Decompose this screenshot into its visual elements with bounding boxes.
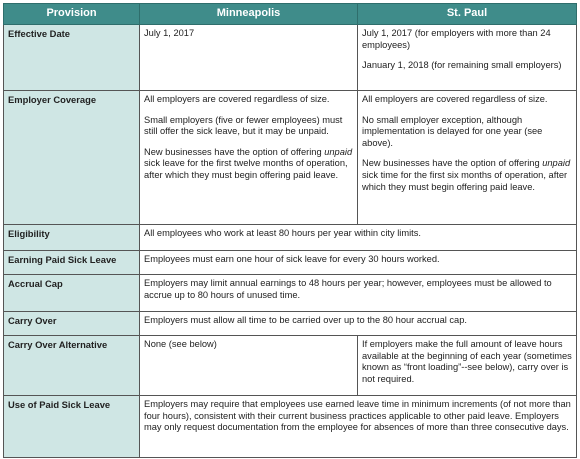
header-row (4, 4, 577, 25)
label-carry-over-alternative: Carry Over Alternative (4, 336, 140, 396)
stp-carry-over-alternative: If employers make the full amount of leave hours available at the beginning of each year (sometimes known as “front loading”--see below), carry over is not required. (358, 336, 577, 396)
mpls-coverage-text-3-pre: New businesses have the option of offering (144, 146, 325, 157)
row-carry-over (4, 312, 577, 336)
label-employer-coverage: Employer Coverage (4, 91, 140, 225)
stp-effective-date-text-2: January 1, 2018 (for remaining small employers) (362, 60, 562, 71)
stp-coverage-text-3-pre: New businesses have the option of offering (362, 158, 543, 169)
stp-coverage-text-3-em: unpaid (542, 158, 571, 169)
earning-text: Employees must earn one hour of sick leave for every 30 hours worked. (140, 251, 577, 275)
stp-coverage-text-1: All employers are covered regardless of size. (362, 94, 548, 104)
eligibility-text: All employees who work at least 80 hours per year within city limits. (140, 225, 577, 251)
use-of-leave-text: Employers may require that employees use earned leave time in minimum increments (of not more than four hours), consistent with their current business practices applicable to other paid leave. Employers may only request documentation from the employee for absences of more than three consecutive days. (140, 396, 577, 458)
mpls-effective-date-text: July 1, 2017 (144, 28, 195, 38)
provisions-table (3, 3, 577, 458)
row-carry-over-alternative (4, 336, 577, 396)
stp-coverage-text-2: No small employer exception, although implementation is delayed for one year (see above). (362, 114, 543, 148)
row-accrual-cap (4, 275, 577, 312)
stp-coverage-text-3 (362, 158, 572, 193)
carry-over-text: Employers must allow all time to be carried over up to the 80 hour accrual cap. (140, 312, 577, 336)
row-effective-date (4, 25, 577, 91)
row-eligibility (4, 225, 577, 251)
label-earning: Earning Paid Sick Leave (4, 251, 140, 275)
stp-effective-date-text-1: July 1, 2017 (for employers with more than 24 employees) (362, 28, 551, 50)
stp-coverage-text-3-post: sick time for the first six months of operation, after which they must begin offering paid leave. (362, 170, 568, 192)
stp-employer-coverage (358, 91, 577, 225)
row-employer-coverage (4, 91, 577, 225)
mpls-effective-date (140, 25, 358, 91)
accrual-cap-text: Employers may limit annual earnings to 48 hours per year; however, employees must be allowed to accrue up to 80 hours of unused time. (140, 275, 577, 312)
mpls-coverage-text-1: All employers are covered regardless of size. (144, 94, 330, 104)
mpls-employer-coverage (140, 91, 358, 225)
mpls-coverage-text-3-post: sick leave for the first twelve months of operation, after which they must begin offering paid leave. (144, 158, 348, 181)
row-earning (4, 251, 577, 275)
label-carry-over: Carry Over (4, 312, 140, 336)
mpls-carry-over-alternative: None (see below) (140, 336, 358, 396)
mpls-coverage-text-3 (144, 147, 353, 182)
label-effective-date: Effective Date (4, 25, 140, 91)
header-st-paul: St. Paul (358, 4, 577, 25)
mpls-coverage-text-3-em: unpaid (324, 146, 353, 157)
header-provision: Provision (4, 4, 140, 25)
row-use-of-leave (4, 396, 577, 458)
label-eligibility: Eligibility (4, 225, 140, 251)
mpls-coverage-text-2: Small employers (five or fewer employees) must still offer the sick leave, but it may be unpaid. (144, 114, 343, 137)
label-use-of-leave: Use of Paid Sick Leave (4, 396, 140, 458)
label-accrual-cap: Accrual Cap (4, 275, 140, 312)
stp-effective-date (358, 25, 577, 91)
header-minneapolis: Minneapolis (140, 4, 358, 25)
